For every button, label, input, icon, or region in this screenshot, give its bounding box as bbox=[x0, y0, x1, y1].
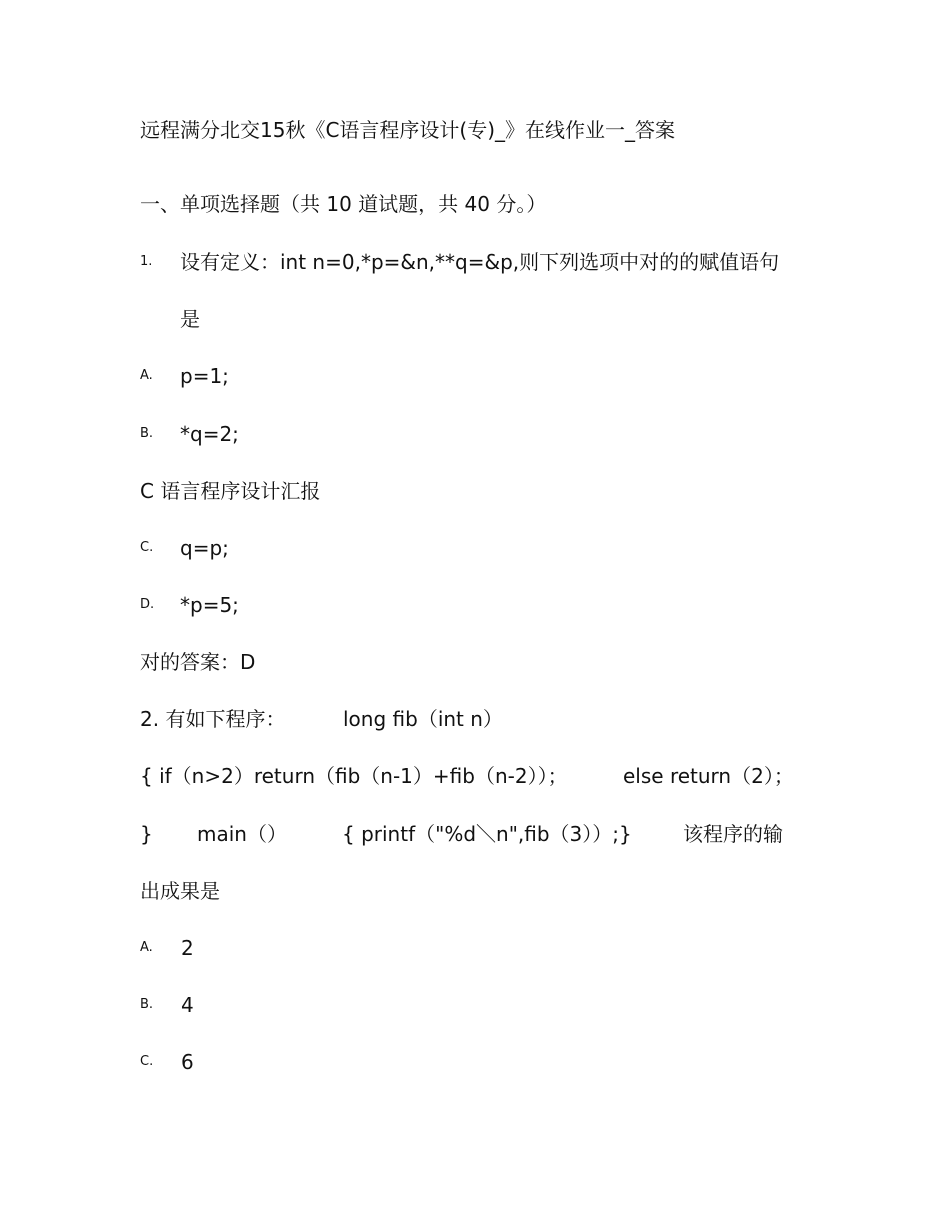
question-1-option-c-text: q=p; bbox=[180, 536, 229, 560]
question-2-option-a-text: 2 bbox=[181, 936, 194, 960]
section-heading: 一、单项选择题（共 10 道试题，共 40 分。） bbox=[140, 192, 547, 216]
question-1-option-b-marker: B. bbox=[140, 426, 154, 441]
question-2-option-c-marker: C. bbox=[140, 1054, 154, 1069]
document-title: 远程满分北交15秋《C语言程序设计(专)_》在线作业一_答案 bbox=[140, 118, 676, 142]
question-2-option-a-marker: A. bbox=[140, 940, 153, 955]
question-1-option-a-marker: A. bbox=[140, 368, 153, 383]
question-2-line2-code-a: { if（n>2）return（fib（n-1）+fib（n-2））； bbox=[140, 764, 568, 788]
question-2-line3-brace: } bbox=[140, 822, 153, 846]
question-1-option-b-text: *q=2; bbox=[180, 422, 239, 446]
question-1-text-line1: 设有定义：int n=0,*p=&n,**q=&p,则下列选项中对的的赋值语句 bbox=[180, 250, 780, 274]
question-2-line2-code-b: else return（2）； bbox=[623, 764, 794, 788]
interjection-text: C 语言程序设计汇报 bbox=[140, 479, 321, 503]
question-1-answer: 对的答案：D bbox=[140, 650, 256, 674]
question-1-number: 1. bbox=[140, 254, 153, 269]
question-2-line3-text: 该程序的输 bbox=[683, 822, 783, 846]
question-2-line1-label: 2. 有如下程序： bbox=[140, 707, 286, 731]
question-1-option-a-text: p=1; bbox=[180, 364, 229, 388]
question-1-text-line2: 是 bbox=[180, 307, 200, 331]
question-2-option-c-text: 6 bbox=[181, 1050, 194, 1074]
question-2-option-b-text: 4 bbox=[181, 993, 194, 1017]
question-2-line3-printf: { printf（"%d＼n",fib（3））;} bbox=[342, 822, 632, 846]
question-2-option-b-marker: B. bbox=[140, 997, 154, 1012]
question-2-line3-main: main（） bbox=[197, 822, 287, 846]
question-2-line4: 出成果是 bbox=[140, 879, 220, 903]
question-1-option-c-marker: C. bbox=[140, 540, 154, 555]
question-2-line1-code: long fib（int n） bbox=[343, 707, 503, 731]
question-1-option-d-text: *p=5; bbox=[180, 593, 239, 617]
question-1-option-d-marker: D. bbox=[140, 597, 155, 612]
